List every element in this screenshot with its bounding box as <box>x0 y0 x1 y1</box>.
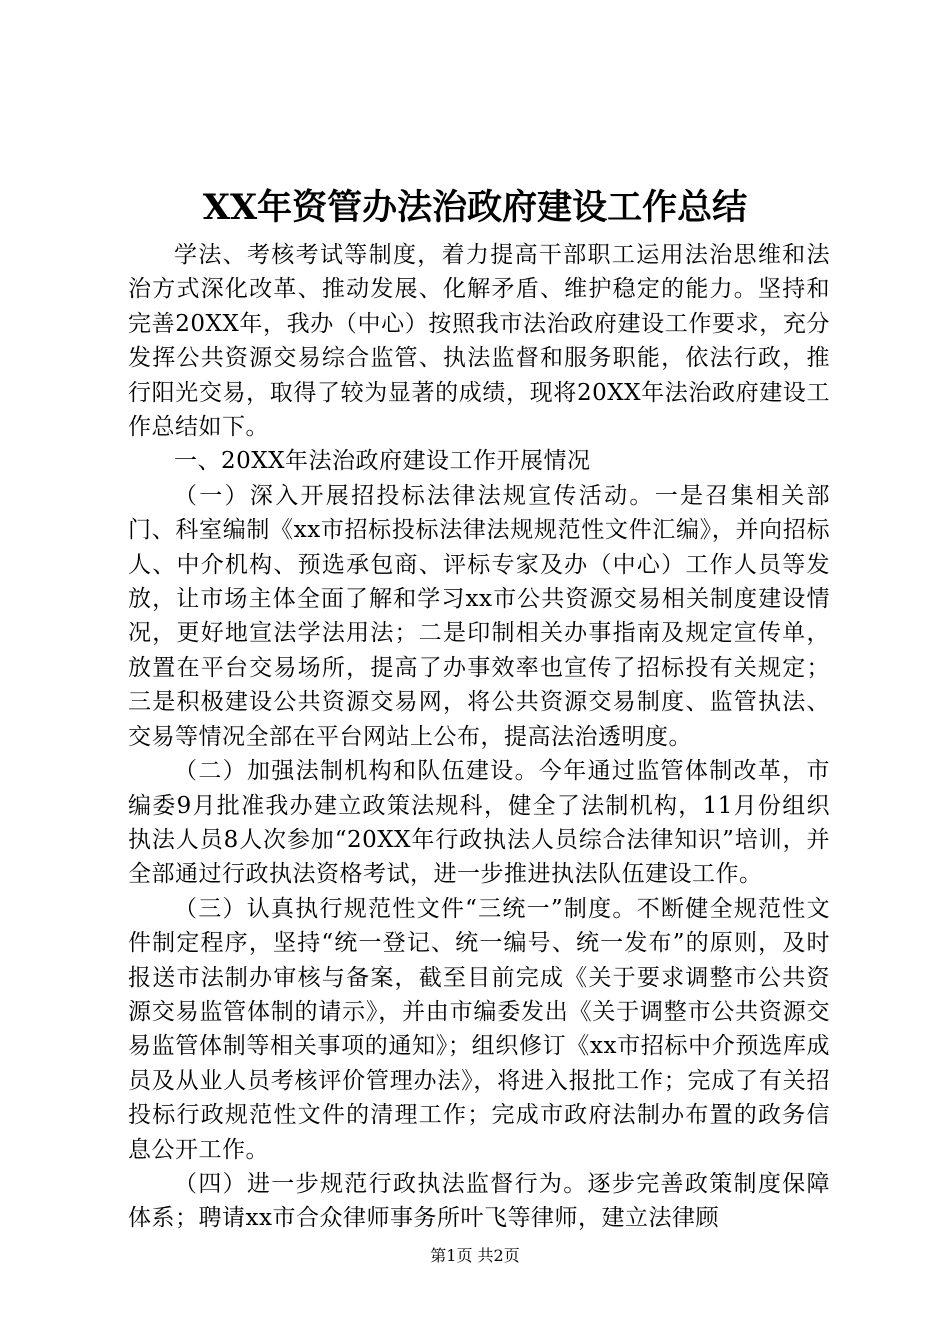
paragraph-item-3: （三）认真执行规范性文件“三统一”制度。不断健全规范性文件制定程序，坚持“统一登记、统一编号、统一发布”的原则，及时报送市法制办审核与备案，截至目前完成《关于要求调整市公共资源交易监管体制的请示》，并由市编委发出《关于调整市公共资源交易监管体制等相关事项的通知》；组织修订《xx市招标中介预选库成员及从业人员考核评价管理办法》，将进入报批工作；完成了有关招投标行政规范性文件的清理工作；完成市政府法制办布置的政务信息公开工作。 <box>128 895 830 1163</box>
paragraph-item-4: （四）进一步规范行政执法监督行为。逐步完善政策制度保障体系；聘请xx市合众律师事务所叶飞等律师，建立法律顾 <box>128 1170 830 1232</box>
section-heading-1: 一、20XX年法治政府建设工作开展情况 <box>174 448 591 475</box>
paragraph-item-2: （二）加强法制机构和队伍建设。今年通过监管体制改革，市编委9月批准我办建立政策法规科，健全了法制机构，11月份组织执法人员8人次参加“20XX年行政执法人员综合法律知识”培训，并全部通过行政执法资格考试，进一步推进执法队伍建设工作。 <box>128 758 830 888</box>
document-title: XX年资管办法治政府建设工作总结 <box>202 187 748 228</box>
document-body <box>128 238 830 1236</box>
paragraph-item-1: （一）深入开展招投标法律法规宣传活动。一是召集相关部门、科室编制《xx市招标投标法律法规规范性文件汇编》，并向招标人、中介机构、预选承包商、评标专家及办（中心）工作人员等发放，让市场主体全面了解和学习xx市公共资源交易相关制度建设情况，更好地宣法学法用法；二是印制相关办事指南及规定宣传单，放置在平台交易场所，提高了办事效率也宣传了招标投有关规定；三是积极建设公共资源交易网，将公共资源交易制度、监管执法、交易等情况全部在平台网站上公布，提高法治透明度。 <box>128 482 830 750</box>
page-number-footer: 第1页 共2页 <box>430 1246 520 1265</box>
paragraph-intro: 学法、考核考试等制度，着力提高干部职工运用法治思维和法治方式深化改革、推动发展、化解矛盾、维护稳定的能力。坚持和完善20XX年，我办（中心）按照我市法治政府建设工作要求，充分发挥公共资源交易综合监管、执法监督和服务职能，依法行政，推行阳光交易，取得了较为显著的成绩，现将20XX年法治政府建设工作总结如下。 <box>128 242 830 441</box>
